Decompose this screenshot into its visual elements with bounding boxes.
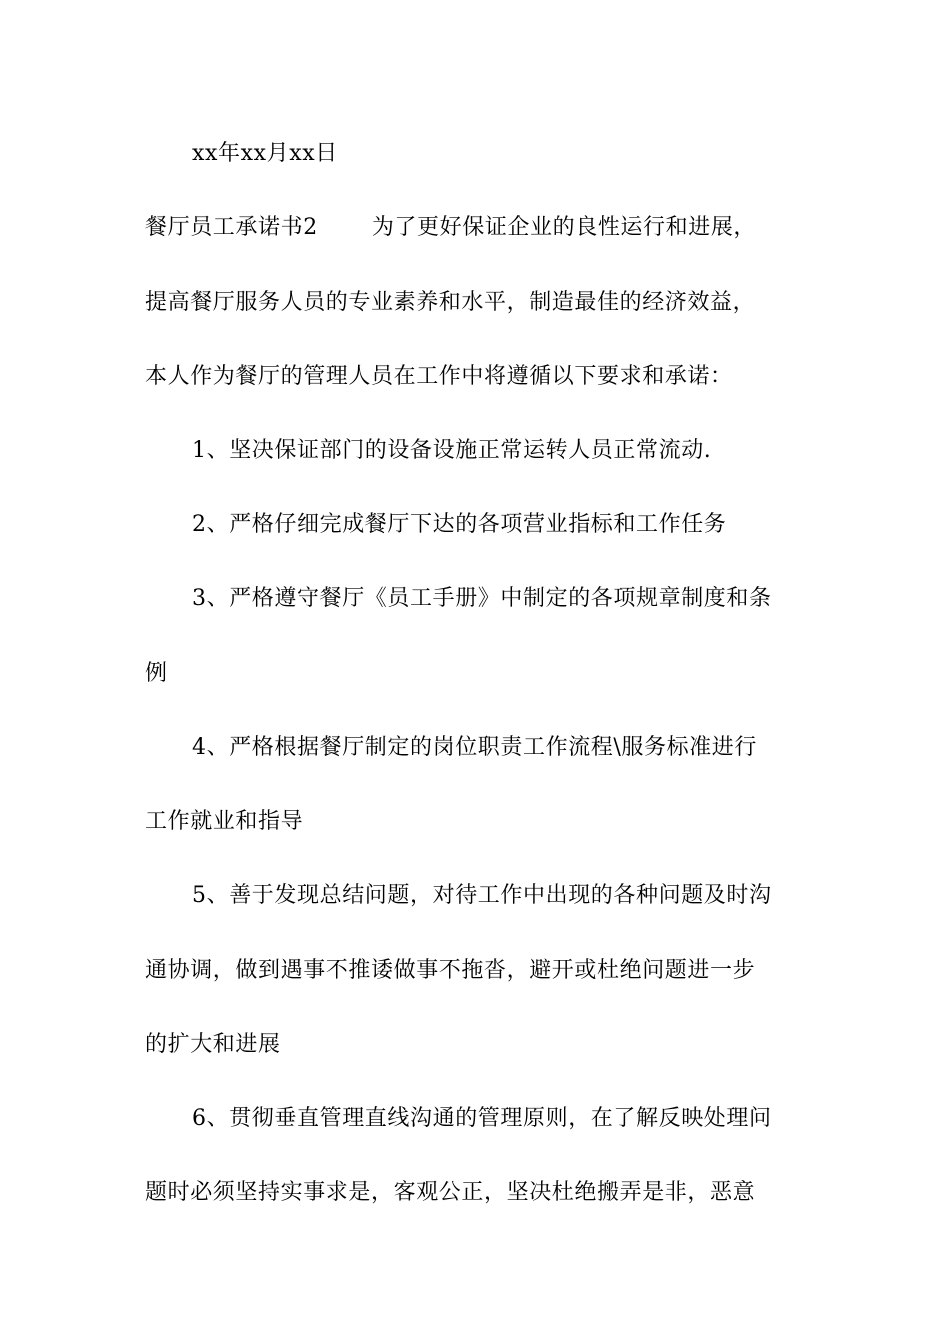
date-line: xx年xx月xx日 <box>192 141 338 166</box>
item-1: 1、坚决保证部门的设备设施正常运转人员正常流动. <box>192 438 712 463</box>
item-3-line-1: 3、严格遵守餐厅《员工手册》中制定的各项规章制度和条 <box>192 586 772 611</box>
document-heading: 餐厅员工承诺书2 <box>145 215 318 240</box>
item-6-line-2: 题时必须坚持实事求是，客观公正，坚决杜绝搬弄是非，恶意 <box>145 1180 756 1205</box>
item-5-line-2: 通协调，做到遇事不推诿做事不拖沓，避开或杜绝问题进一步 <box>145 958 756 983</box>
intro-text: 为了更好保证企业的良性运行和进展， <box>371 215 757 240</box>
item-3-line-2: 例 <box>145 661 168 686</box>
intro-line-3: 本人作为餐厅的管理人员在工作中将遵循以下要求和承诺： <box>145 364 733 389</box>
heading-line <box>145 213 815 243</box>
item-4-line-1: 4、严格根据餐厅制定的岗位职责工作流程\服务标准进行 <box>192 735 758 760</box>
item-5-line-1: 5、善于发现总结问题，对待工作中出现的各种问题及时沟 <box>192 883 772 908</box>
item-6-line-1: 6、贯彻垂直管理直线沟通的管理原则，在了解反映处理问 <box>192 1106 772 1131</box>
item-4-line-2: 工作就业和指导 <box>145 809 304 834</box>
item-2: 2、严格仔细完成餐厅下达的各项营业指标和工作任务 <box>192 512 727 537</box>
intro-line-2: 提高餐厅服务人员的专业素养和水平，制造最佳的经济效益， <box>145 290 756 315</box>
item-5-line-3: 的扩大和进展 <box>145 1032 281 1057</box>
